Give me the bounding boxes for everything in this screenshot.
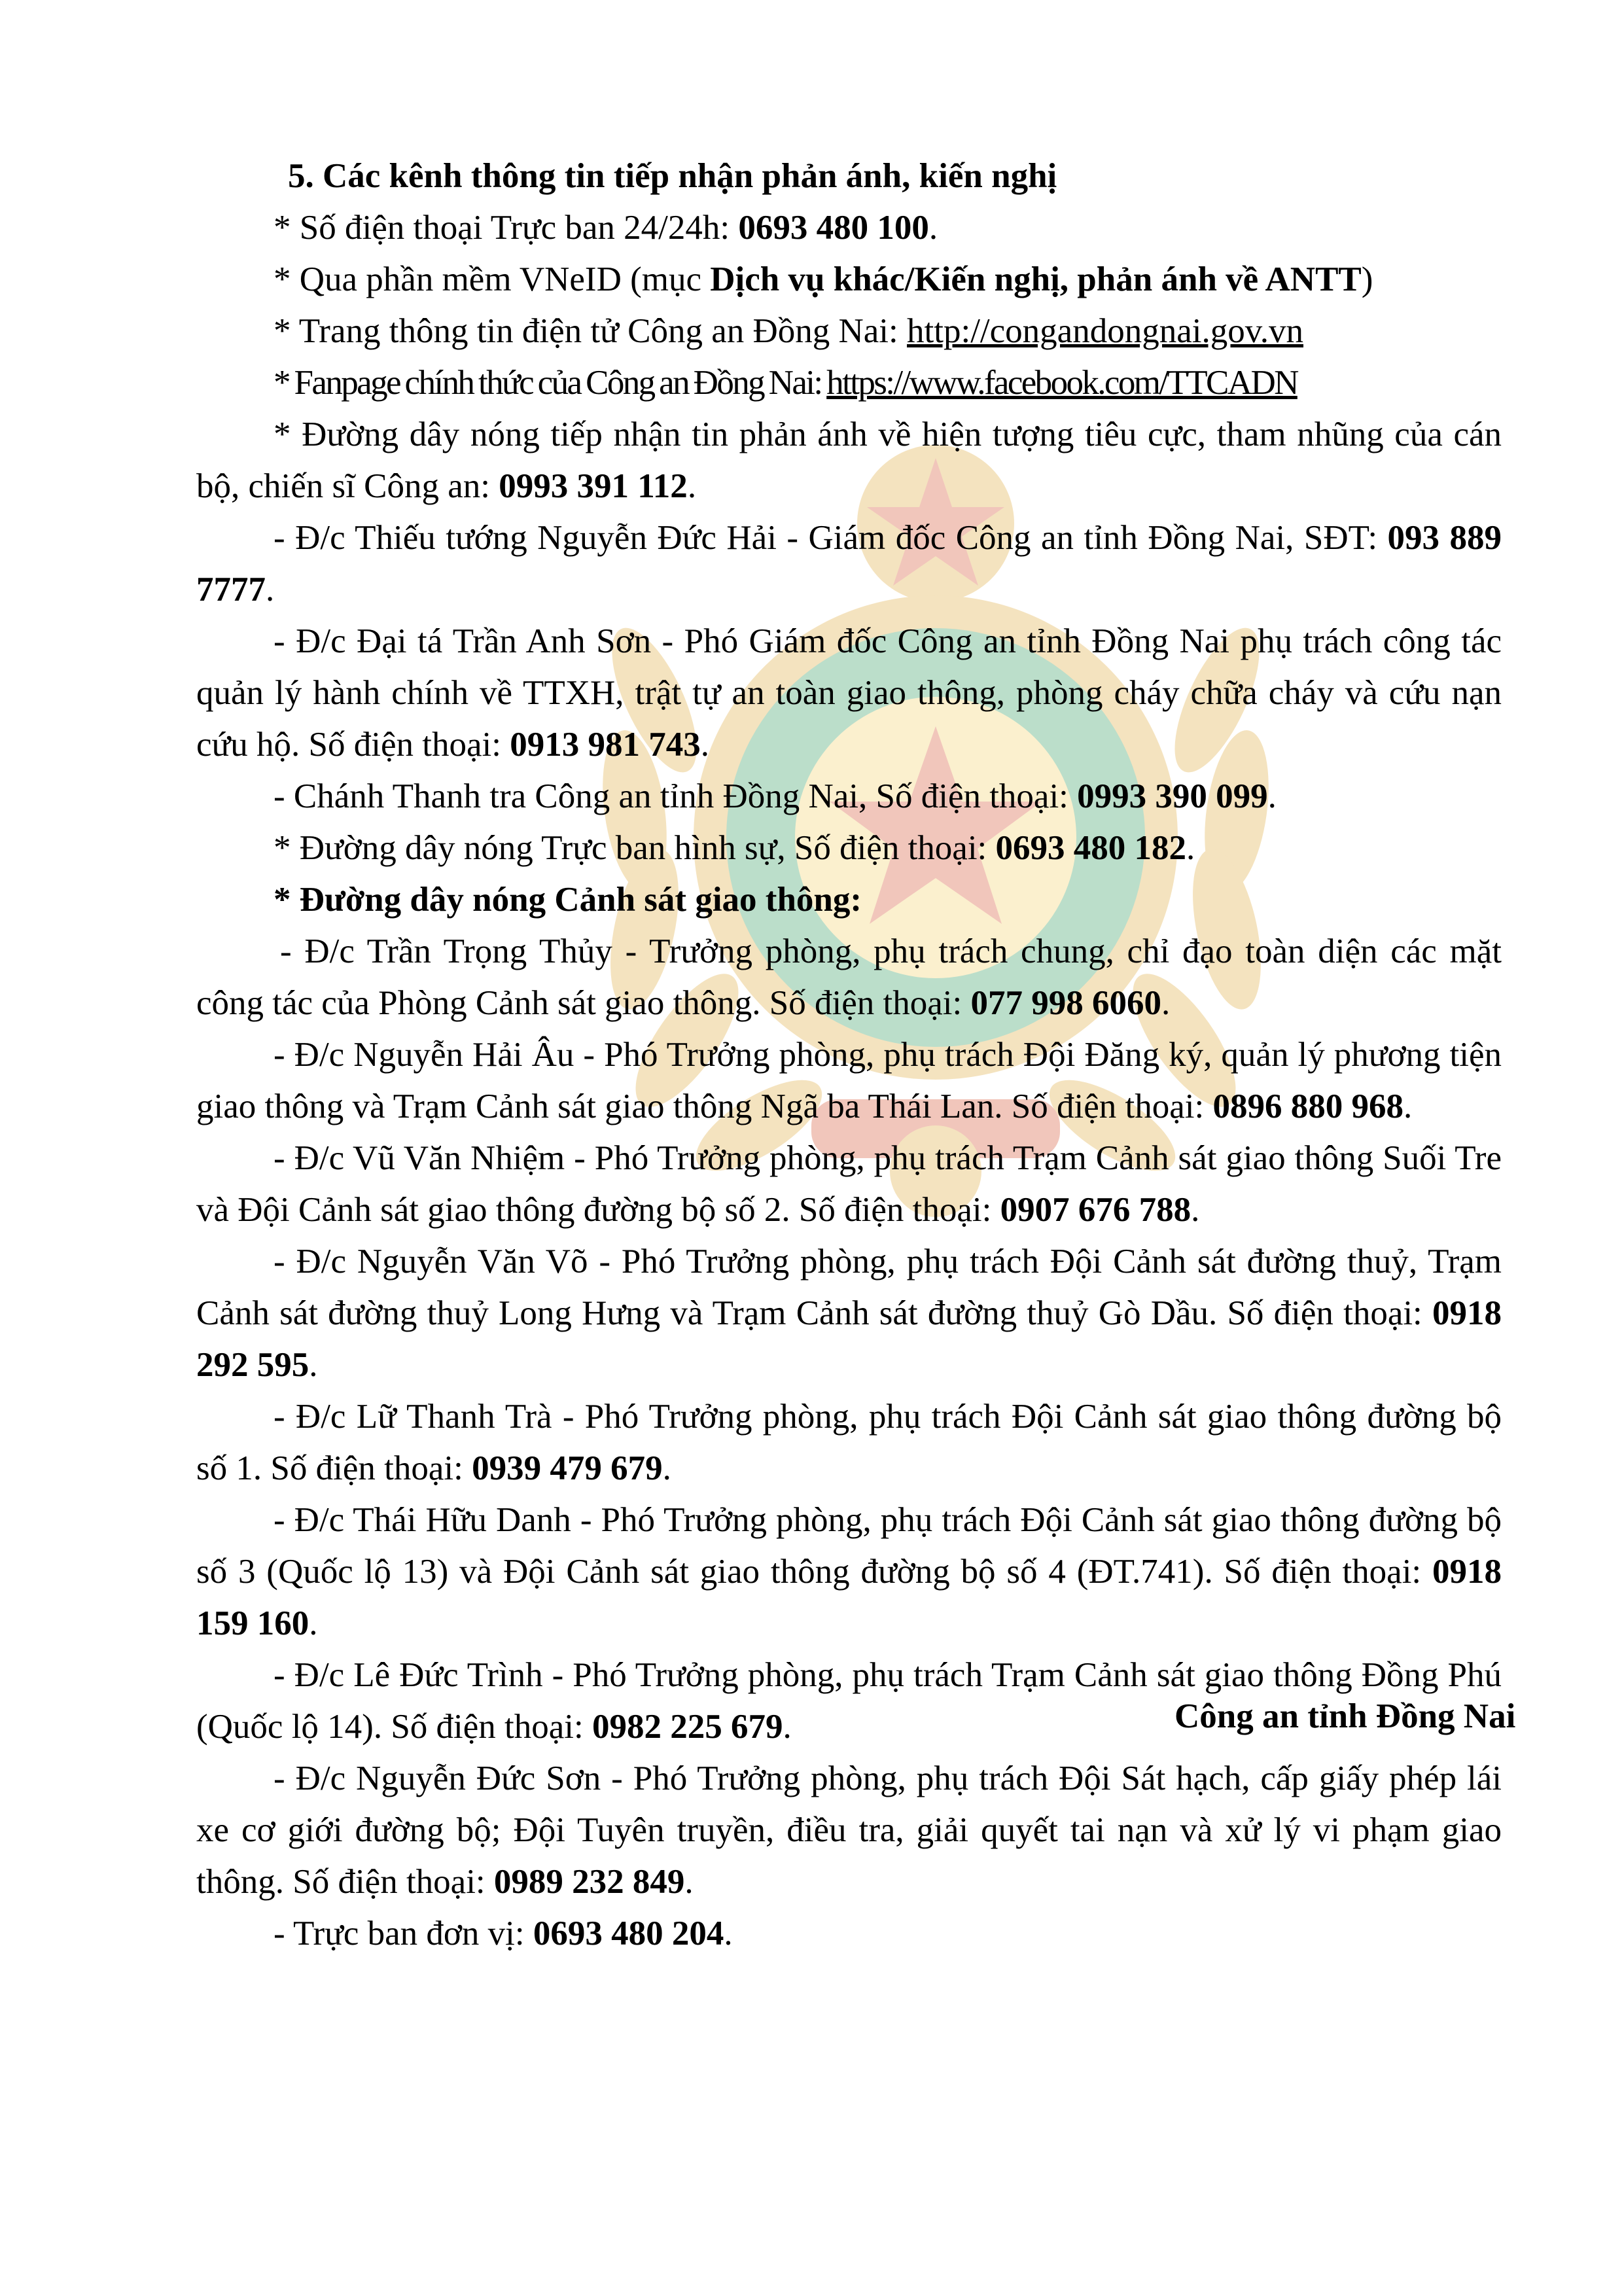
- phone-number: 0993 390 099: [1077, 777, 1268, 815]
- phone-number: 0918 292 595: [196, 1294, 1502, 1384]
- phone-number: 093 889 7777: [196, 519, 1502, 609]
- director-contact: - Đ/c Thiếu tướng Nguyễn Đức Hải - Giám đốc Công an tỉnh Đồng Nai, SĐT: 093 889 7777.: [196, 519, 1502, 609]
- inspector-contact: - Chánh Thanh tra Công an tỉnh Đồng Nai, Số điện thoại: 0993 390 099.: [274, 777, 1277, 815]
- phone-number: 0693 480 100: [738, 209, 929, 247]
- section-title: 5. Các kênh thông tin tiếp nhận phản ánh, kiến nghị: [288, 157, 1057, 195]
- traffic-contact: - Đ/c Nguyễn Hải Âu - Phó Trưởng phòng, phụ trách Đội Đăng ký, quản lý phương tiện giao thông và Trạm Cảnh sát giao thông Ngã ba Thái Lan. Số điện thoại: 0896 880 968.: [196, 1036, 1502, 1125]
- criminal-hotline: * Đường dây nóng Trực ban hình sự, Số điện thoại: 0693 480 182.: [274, 829, 1195, 867]
- fanpage-link[interactable]: https://www.facebook.com/TTCADN: [826, 364, 1297, 402]
- traffic-contact: - Đ/c Nguyễn Đức Sơn - Phó Trưởng phòng, phụ trách Đội Sát hạch, cấp giấy phép lái xe cơ giới đường bộ; Đội Tuyên truyền, điều tra, giải quyết tai nạn và xử lý vi phạm giao thông. Số điện thoại: 0989 232 849.: [196, 1759, 1502, 1901]
- vneid-channel: * Qua phần mềm VNeID (mục Dịch vụ khác/Kiến nghị, phản ánh về ANTT): [274, 260, 1373, 298]
- phone-number: 0896 880 968: [1212, 1087, 1403, 1125]
- phone-number: 0913 981 743: [510, 726, 701, 764]
- anti-corruption-hotline: * Đường dây nóng tiếp nhận tin phản ánh về hiện tượng tiêu cực, tham nhũng của cán bộ, chiến sĩ Công an: 0993 391 112.: [196, 415, 1502, 505]
- unit-duty-contact: - Trực ban đơn vị: 0693 480 204.: [274, 1915, 733, 1952]
- traffic-contact: - Đ/c Vũ Văn Nhiệm - Phó Trưởng phòng, phụ trách Trạm Cảnh sát giao thông Suối Tre và Đội Cảnh sát giao thông đường bộ số 2. Số điện thoại: 0907 676 788.: [196, 1139, 1502, 1229]
- phone-number: 0939 479 679: [472, 1449, 663, 1487]
- document-body: [196, 150, 1516, 1960]
- fanpage-channel: * Fanpage chính thức của Công an Đồng Nai: https://www.facebook.com/TTCADN: [274, 364, 1297, 402]
- traffic-contact: - Đ/c Thái Hữu Danh - Phó Trưởng phòng, phụ trách Đội Cảnh sát giao thông đường bộ số 3 (Quốc lộ 13) và Đội Cảnh sát giao thông đường bộ số 4 (ĐT.741). Số điện thoại: 0918 159 160.: [196, 1501, 1502, 1642]
- phone-number: 0693 480 182: [995, 829, 1187, 867]
- hotline-24h: * Số điện thoại Trực ban 24/24h: 0693 480 100.: [274, 209, 938, 247]
- phone-number: 0993 391 112: [499, 467, 688, 505]
- website-channel: * Trang thông tin điện tử Công an Đồng Nai: http://congandongnai.gov.vn: [274, 312, 1303, 350]
- phone-number: 0982 225 679: [592, 1708, 783, 1746]
- phone-number: 0989 232 849: [493, 1863, 685, 1901]
- traffic-contact: - Đ/c Trần Trọng Thủy - Trưởng phòng, phụ trách chung, chỉ đạo toàn diện các mặt công tác của Phòng Cảnh sát giao thông. Số điện thoại: 077 998 6060.: [196, 932, 1502, 1022]
- phone-number: 0918 159 160: [196, 1553, 1502, 1642]
- phone-number: 077 998 6060: [970, 984, 1161, 1022]
- traffic-contact: - Đ/c Lữ Thanh Trà - Phó Trưởng phòng, phụ trách Đội Cảnh sát giao thông đường bộ số 1. Số điện thoại: 0939 479 679.: [196, 1398, 1502, 1487]
- phone-number: 0693 480 204: [533, 1915, 724, 1952]
- traffic-contact: - Đ/c Lê Đức Trình - Phó Trưởng phòng, phụ trách Trạm Cảnh sát giao thông Đồng Phú (Quốc lộ 14). Số điện thoại: 0982 225 679.: [196, 1656, 1502, 1746]
- phone-number: 0907 676 788: [1000, 1191, 1192, 1229]
- signature: Công an tỉnh Đồng Nai: [1174, 1697, 1516, 1735]
- traffic-hotline-heading: * Đường dây nóng Cảnh sát giao thông:: [274, 881, 862, 919]
- deputy-director-contact: - Đ/c Đại tá Trần Anh Sơn - Phó Giám đốc Công an tỉnh Đồng Nai phụ trách công tác quản lý hành chính về TTXH, trật tự an toàn giao thông, phòng cháy chữa cháy và cứu nạn cứu hộ. Số điện thoại: 0913 981 743.: [196, 622, 1502, 764]
- traffic-contact: - Đ/c Nguyễn Văn Võ - Phó Trưởng phòng, phụ trách Đội Cảnh sát đường thuỷ, Trạm Cảnh sát đường thuỷ Long Hưng và Trạm Cảnh sát đường thuỷ Gò Dầu. Số điện thoại: 0918 292 595.: [196, 1243, 1502, 1384]
- website-link[interactable]: http://congandongnai.gov.vn: [907, 312, 1303, 350]
